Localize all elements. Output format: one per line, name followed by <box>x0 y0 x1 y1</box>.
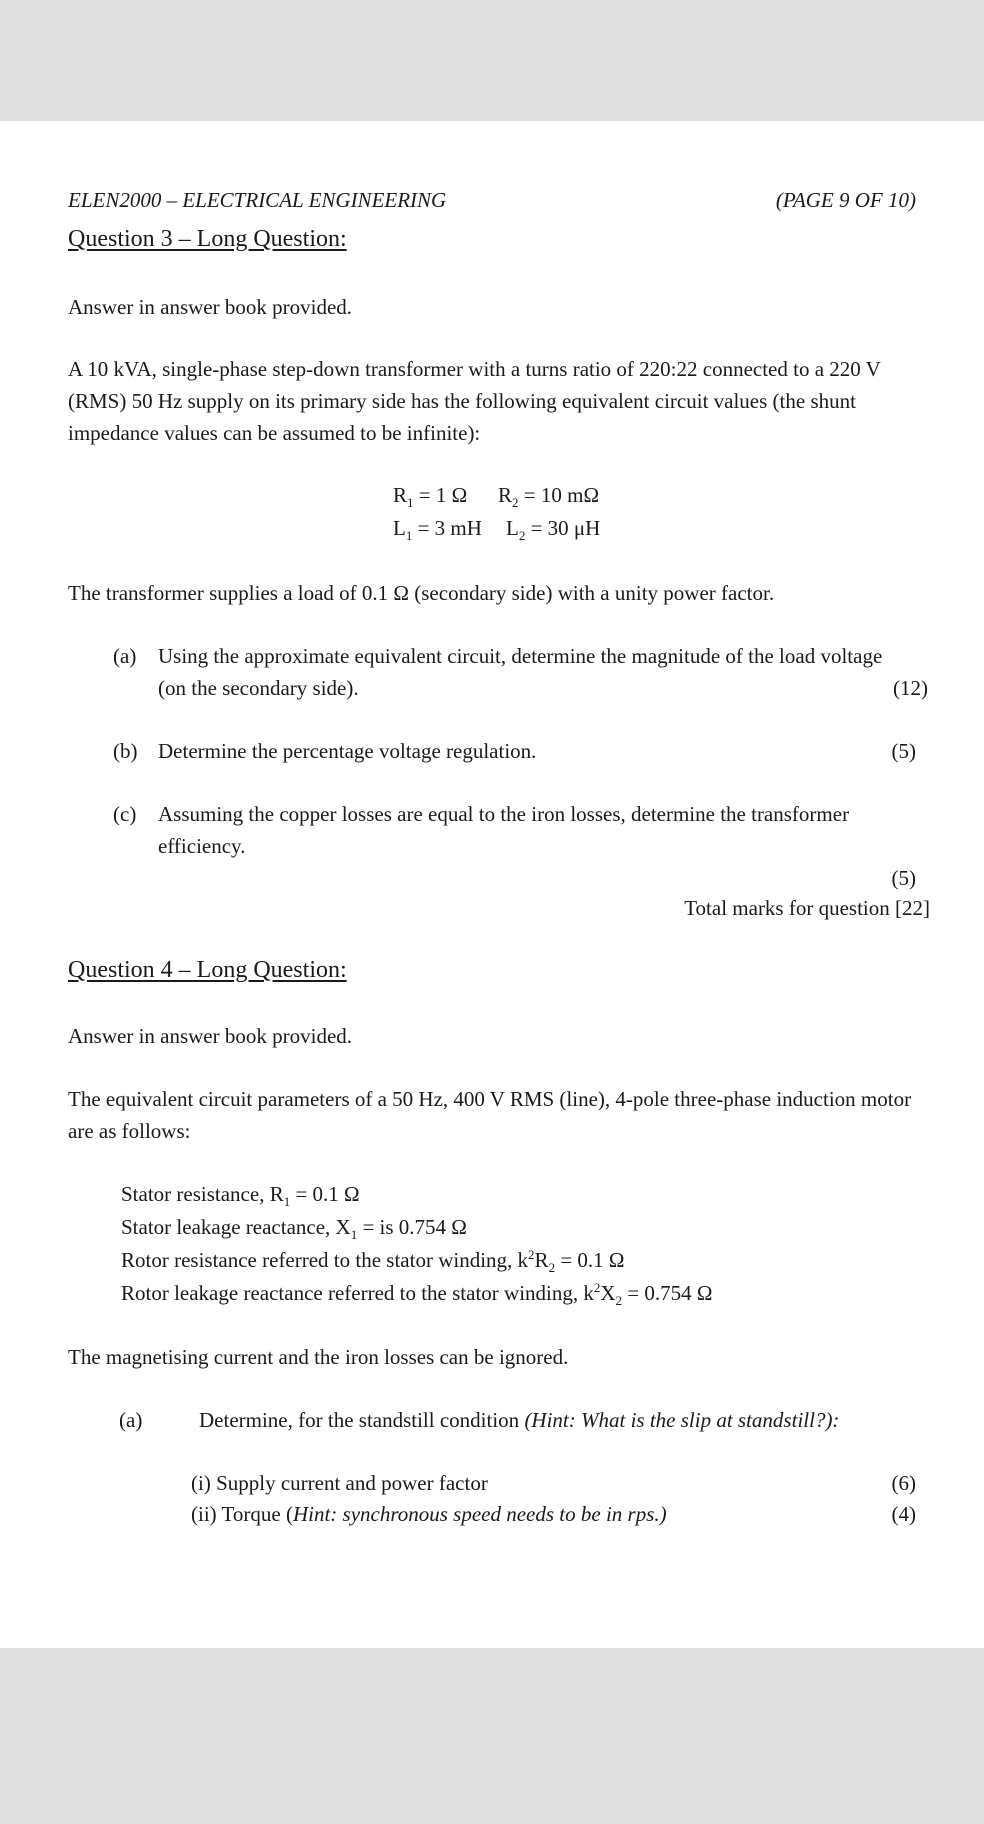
q3-part-a-label: (a) <box>113 644 137 668</box>
q3-load-statement: The transformer supplies a load of 0.1 Ω (secondary side) with a unity power factor. <box>68 581 775 605</box>
q4-part-a-hint: (Hint: What is the slip at standstill?): <box>524 1408 840 1432</box>
q3-param-l2: $L_2 = 30$ μH <box>506 516 601 544</box>
q4-part-a-i-marks: (6) <box>891 1471 916 1495</box>
q3-part-b-text: Determine the percentage voltage regulation. <box>158 739 537 763</box>
course-header: ELEN2000 – ELECTRICAL ENGINEERING <box>68 188 447 212</box>
q3-part-b-marks: (5) <box>891 739 916 763</box>
q4-part-a-ii-marks: (4) <box>891 1502 916 1526</box>
q4-intro: The equivalent circuit parameters of a 50 Hz, 400 V RMS (line), 4-pole three-phase induction motor are as follows: <box>68 1087 912 1143</box>
q4-note: The magnetising current and the iron losses can be ignored. <box>68 1345 569 1369</box>
page-number: (PAGE 9 OF 10) <box>775 188 916 212</box>
q4-param-rotor-reactance: Rotor leakage reactance referred to the stator winding, $k^2X_2 = 0.754$ Ω <box>121 1280 713 1309</box>
q3-part-b-label: (b) <box>113 739 138 763</box>
q3-part-c-marks: (5) <box>891 866 916 890</box>
q3-part-c-line2: efficiency. <box>158 834 246 858</box>
q4-part-a-label: (a) <box>119 1408 143 1432</box>
q3-instruction: Answer in answer book provided. <box>68 295 353 319</box>
q4-title: Question 4 – Long Question: <box>68 957 347 983</box>
q4-part-a-ii-text: (ii) Torque ( <box>191 1502 293 1526</box>
q3-param-r1: $R_1 = 1$ Ω <box>393 483 468 511</box>
q4-part-a-prompt: Determine, for the standstill condition <box>199 1408 525 1432</box>
q4-part-a-ii <box>191 1498 667 1530</box>
q3-param-r2: $R_2 = 10$ mΩ <box>498 483 600 511</box>
q3-part-c-line1: Assuming the copper losses are equal to the iron losses, determine the transformer <box>158 802 850 826</box>
q3-part-a-line1: Using the approximate equivalent circuit, determine the magnitude of the load voltage <box>158 644 883 668</box>
q4-param-stator-resistance: Stator resistance, $R_1 = 0.1$ Ω <box>121 1182 360 1210</box>
document-page <box>0 121 984 1648</box>
q3-part-c-label: (c) <box>113 802 137 826</box>
q3-intro: A 10 kVA, single-phase step-down transformer with a turns ratio of 220:22 connected to a 220 V (RMS) 50 Hz supply on its primary side has the following equivalent circuit values (the shunt impedance values can be assumed to be infinite): <box>68 357 881 445</box>
q4-part-a-text <box>199 1404 839 1436</box>
q3-part-a-line2: (on the secondary side). <box>158 676 359 700</box>
q3-total-marks: Total marks for question [22] <box>684 896 930 920</box>
q4-part-a-i: (i) Supply current and power factor <box>191 1471 488 1495</box>
q3-param-l1: $L_1 = 3$ mH <box>393 516 482 544</box>
q4-part-a-ii-hint: Hint: synchronous speed needs to be in rps.) <box>292 1502 667 1526</box>
q4-instruction: Answer in answer book provided. <box>68 1024 353 1048</box>
q4-param-stator-reactance: Stator leakage reactance, $X_1$ = is 0.754 Ω <box>121 1215 467 1243</box>
q3-part-a-marks: (12) <box>893 676 928 700</box>
q4-param-rotor-resistance: Rotor resistance referred to the stator winding, $k^2R_2 = 0.1$ Ω <box>121 1247 625 1276</box>
q3-title: Question 3 – Long Question: <box>68 226 347 252</box>
